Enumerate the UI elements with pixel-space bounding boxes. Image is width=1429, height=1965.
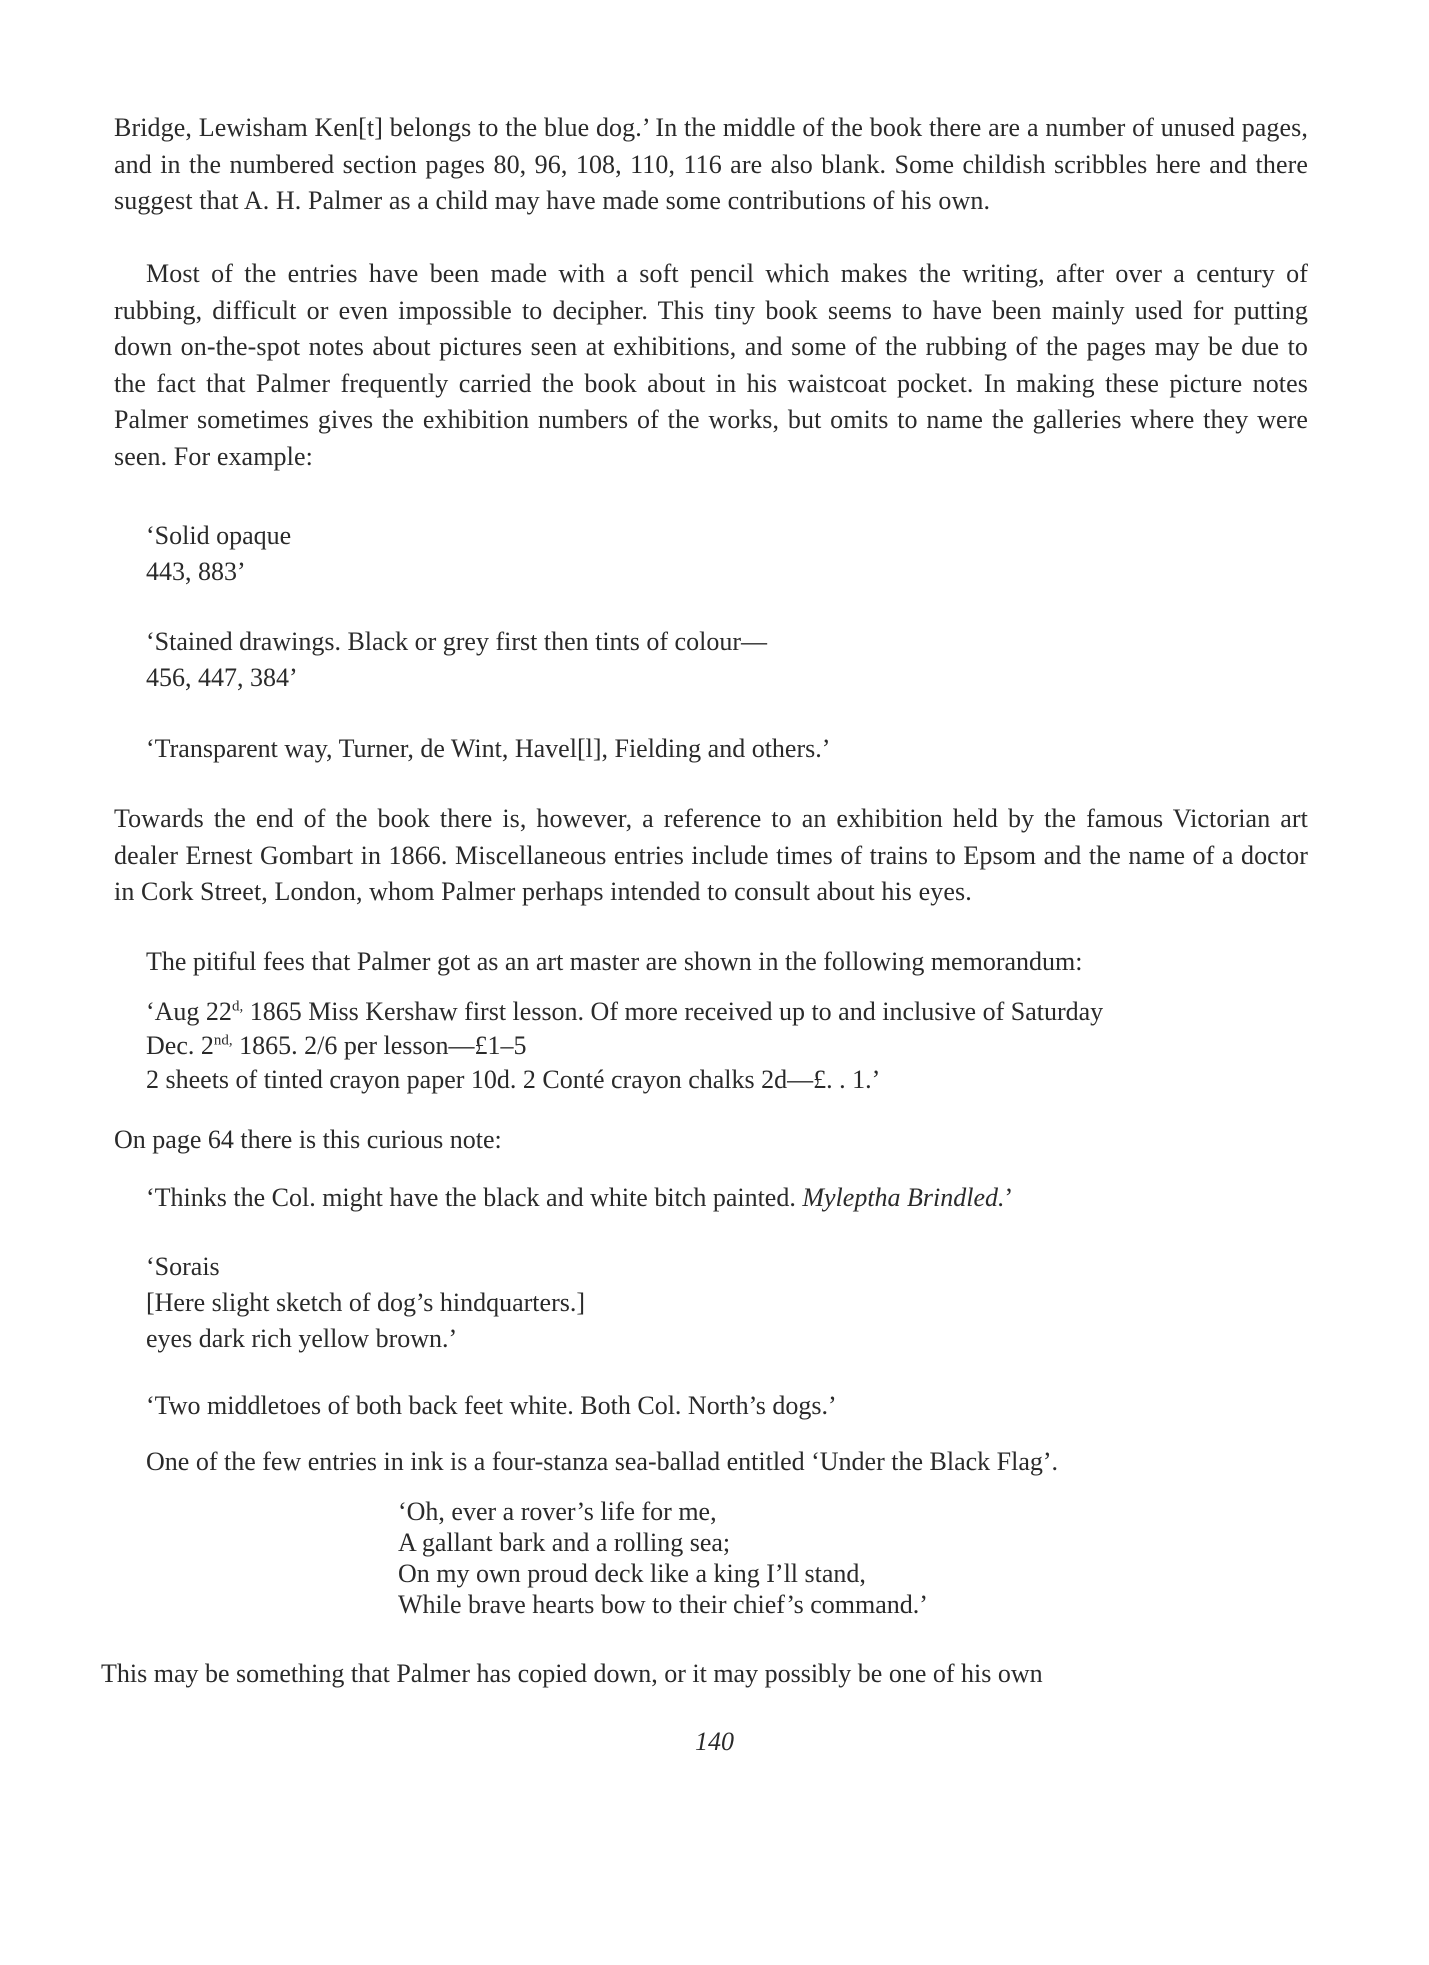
verse-under-the-black-flag — [398, 1496, 928, 1620]
memo-line-2-start: Dec. 2 — [146, 1031, 214, 1060]
quote-sorais-line-2: [Here slight sketch of dog’s hindquarters.] — [146, 1288, 586, 1317]
memo-line-1 — [146, 995, 1306, 1029]
quote-sorais-line-1: ‘Sorais — [146, 1252, 220, 1281]
quote-solid-line-2: 443, 883’ — [146, 557, 246, 586]
paragraph-pencil-entries: Most of the entries have been made with a soft pencil which makes the writing, after over a century of rubbing, difficult or even impossible to decipher. This tiny book seems to have been mainly used for putting down on-the-spot notes about pictures seen at exhibitions, and some of the rubbing of the pages may be due to the fact that Palmer frequently carried the book about in his waistcoat pocket. In making these picture notes Palmer sometimes gives the exhibition numbers of the works, but omits to name the galleries where they were seen. For example: — [114, 259, 1308, 471]
memo-line-2-sup: nd, — [213, 1032, 233, 1049]
quote-stained-line-2: 456, 447, 384’ — [146, 663, 298, 692]
verse-line-2: A gallant bark and a rolling sea; — [398, 1528, 731, 1557]
paragraph-curious-note: On page 64 there is this curious note: — [114, 1125, 502, 1154]
memo-line-1-start: ‘Aug 22 — [146, 997, 232, 1026]
page-number: 140 — [695, 1727, 734, 1756]
quote-stained-line-1: ‘Stained drawings. Black or grey first then tints of colour— — [146, 627, 767, 656]
memo-kershaw — [146, 995, 1306, 1097]
memo-line-3: 2 sheets of tinted crayon paper 10d. 2 Conté crayon chalks 2d—£. . 1.’ — [146, 1065, 881, 1094]
paragraph-pitiful-fees: The pitiful fees that Palmer got as an art master are shown in the following memorandum: — [146, 947, 1083, 976]
memo-line-2 — [146, 1029, 1306, 1063]
quote-sorais-line-3: eyes dark rich yellow brown.’ — [146, 1324, 458, 1353]
verse-line-3: On my own proud deck like a king I’ll stand, — [398, 1559, 866, 1588]
quote-thinks-the-col — [146, 1180, 1013, 1216]
quote-sorais — [146, 1249, 1306, 1357]
verse-line-1: ‘Oh, ever a rover’s life for me, — [398, 1497, 717, 1526]
quote-transparent-way: ‘Transparent way, Turner, de Wint, Havel[l], Fielding and others.’ — [146, 734, 831, 763]
quote-solid-line-1: ‘Solid opaque — [146, 521, 292, 550]
quote-thinks-italic: Myleptha Brindled. — [802, 1183, 1005, 1212]
paragraph-copied-down: This may be something that Palmer has copied down, or it may possibly be one of his own — [101, 1659, 1043, 1688]
quote-two-middletoes: ‘Two middletoes of both back feet white. Both Col. North’s dogs.’ — [146, 1391, 837, 1420]
verse-line-4: While brave hearts bow to their chief’s command.’ — [398, 1590, 928, 1619]
paragraph-gombart-exhibition: Towards the end of the book there is, however, a reference to an exhibition held by the famous Victorian art dealer Ernest Gombart in 1866. Miscellaneous entries include times of trains to Epsom and the name of a doctor in Cork Street, London, whom Palmer perhaps intended to consult about his eyes. — [114, 804, 1308, 906]
quote-stained-drawings — [146, 624, 1306, 696]
paragraph-blue-dog: Bridge, Lewisham Ken[t] belongs to the blue dog.’ In the middle of the book there are a number of unused pages, and in the numbered section pages 80, 96, 108, 110, 116 are also blank. Some childish scribbles here and there suggest that A. H. Palmer as a child may have made some contributions of his own. — [114, 113, 1308, 215]
memo-line-1-end: 1865 Miss Kershaw first lesson. Of more received up to and inclusive of Saturday — [243, 997, 1104, 1026]
paragraph-sea-ballad: One of the few entries in ink is a four-stanza sea-ballad entitled ‘Under the Black Flag’. — [146, 1447, 1059, 1476]
memo-line-1-sup: d, — [231, 998, 244, 1015]
quote-thinks-text: ‘Thinks the Col. might have the black and white bitch painted. — [146, 1183, 803, 1212]
quote-solid-opaque — [146, 518, 1306, 590]
quote-thinks-close: ’ — [1004, 1183, 1014, 1212]
memo-line-2-end: 1865. 2/6 per lesson—£1–5 — [232, 1031, 527, 1060]
